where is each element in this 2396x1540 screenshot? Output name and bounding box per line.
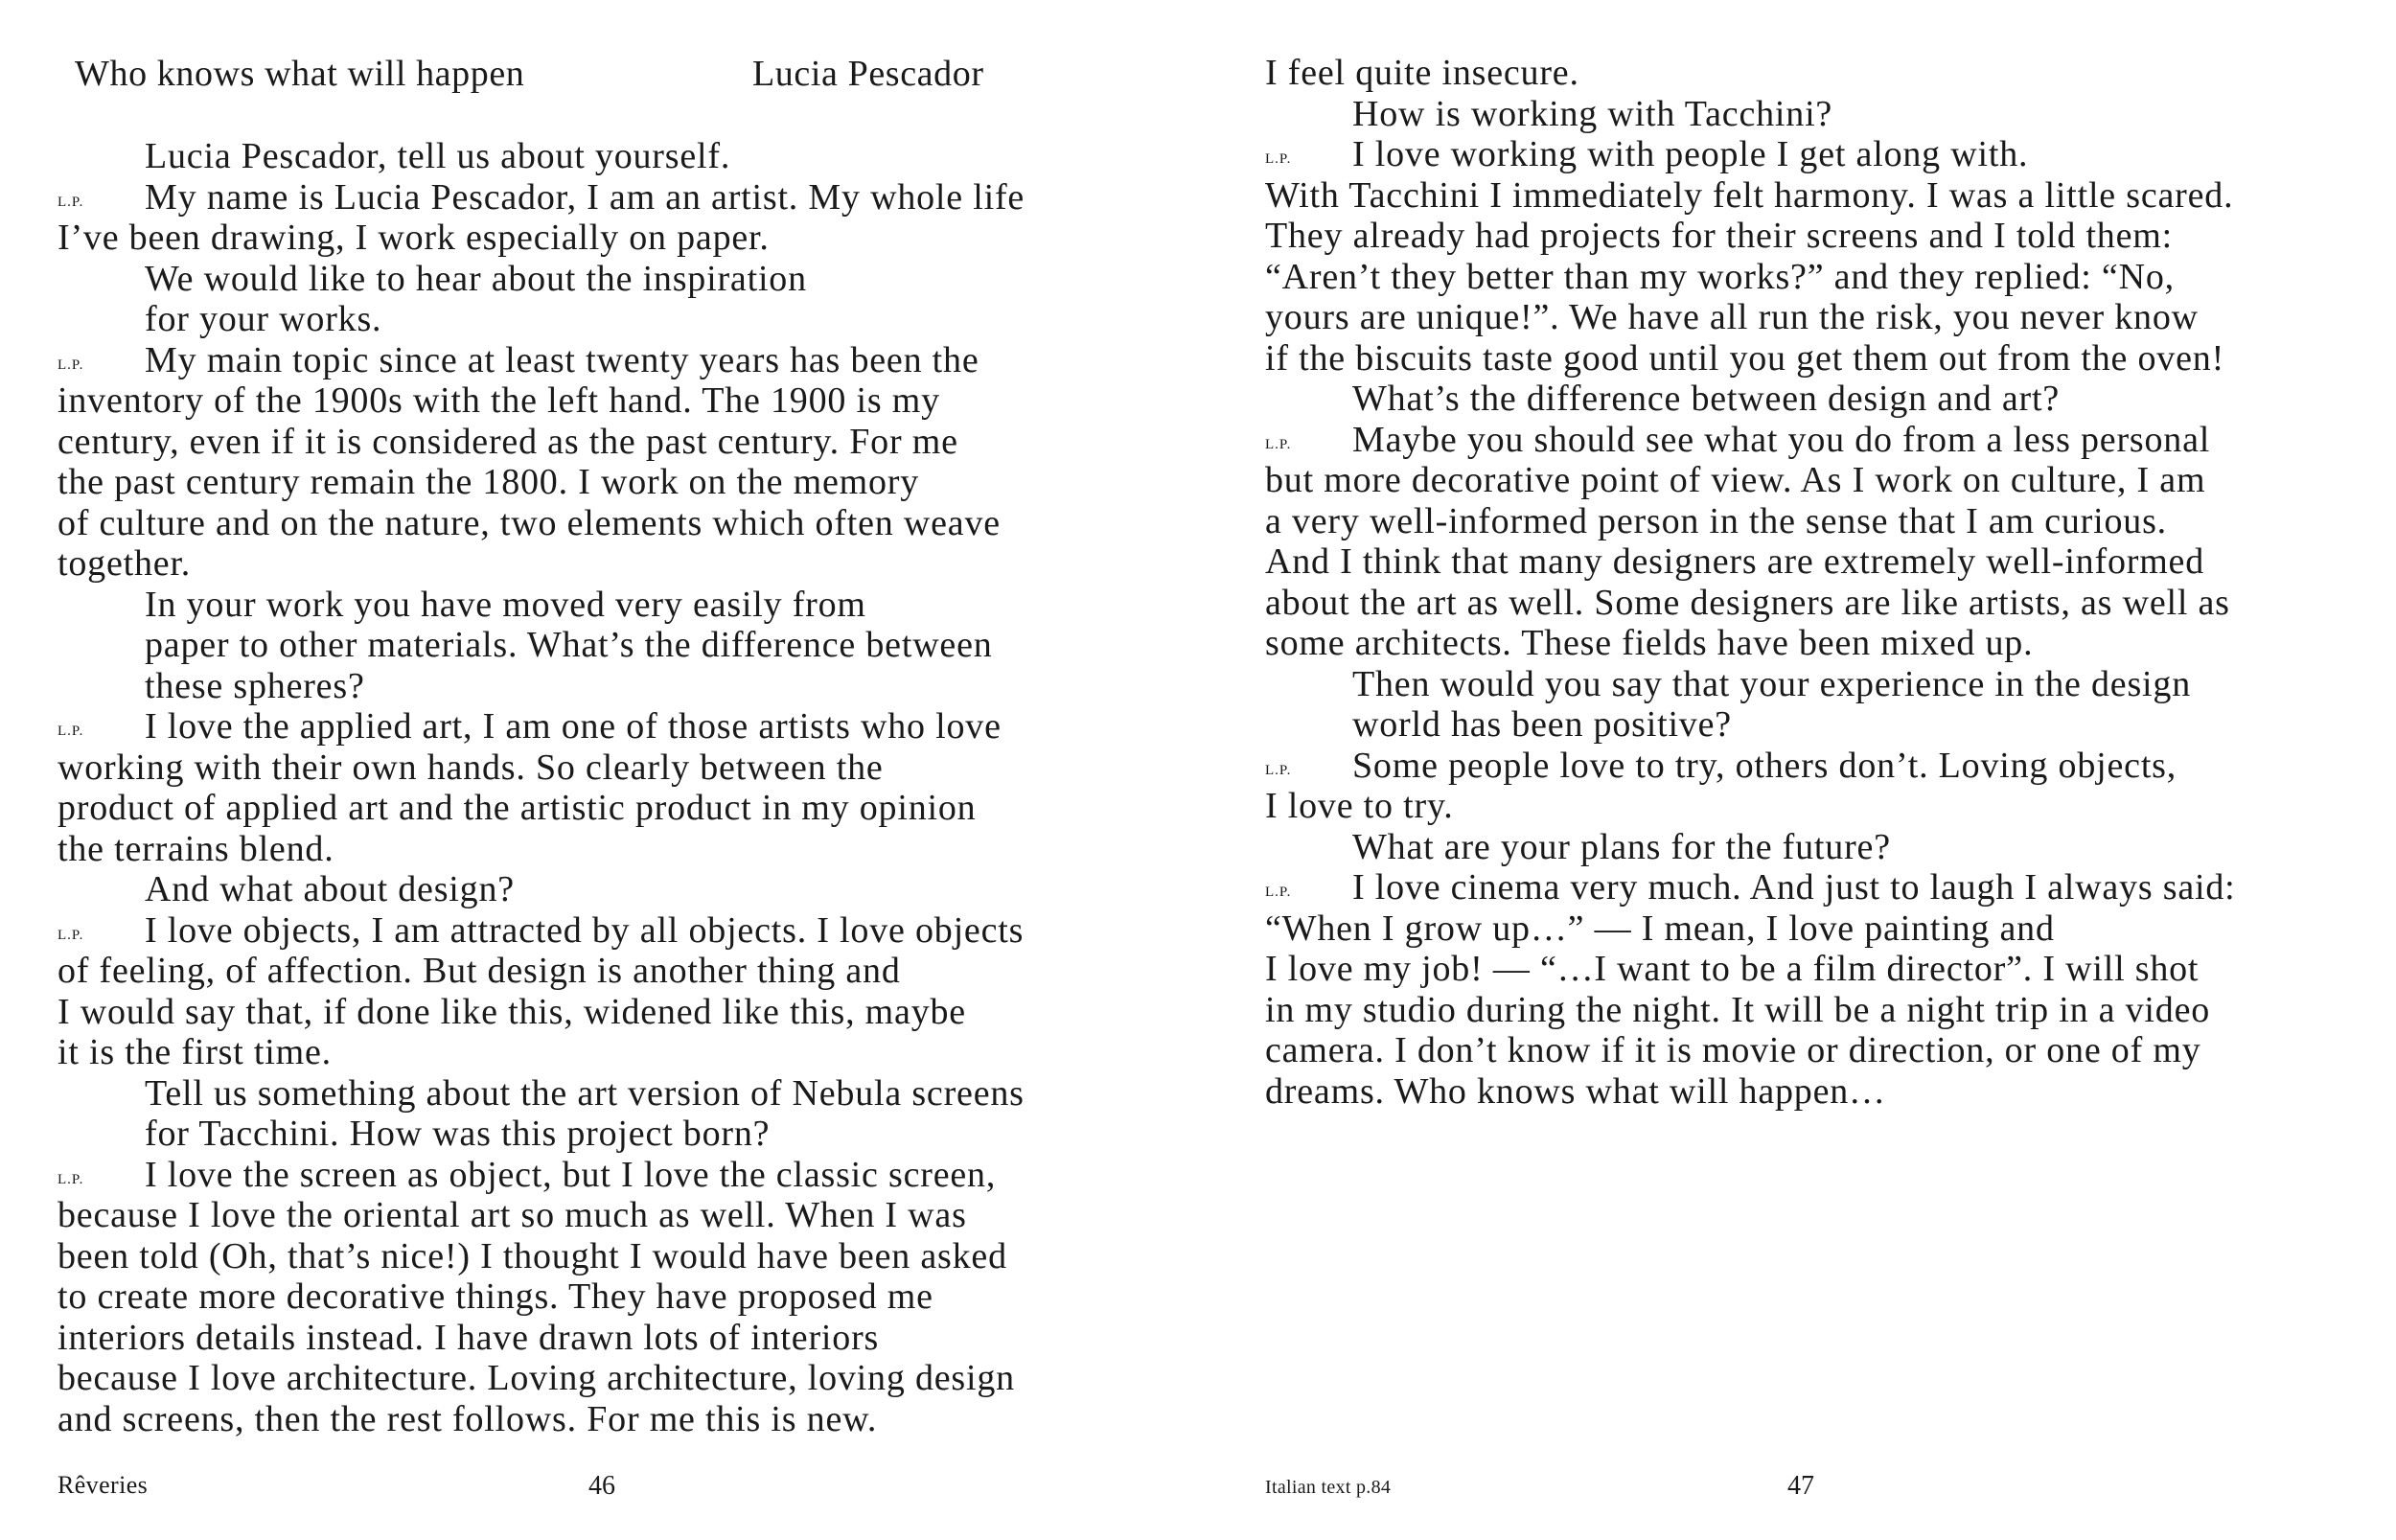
line-text: the past century remain the 1800. I work on the memory — [58, 462, 920, 502]
line-text: been told (Oh, that’s nice!) I thought I would have been asked — [58, 1235, 1007, 1276]
question-line — [58, 136, 1160, 177]
question-line — [1265, 704, 2386, 746]
text-line — [58, 1318, 1160, 1359]
line-text: to create more decorative things. They have proposed me — [58, 1276, 933, 1317]
text-line — [1265, 257, 2386, 298]
line-text: My main topic since at least twenty years has been the — [145, 339, 979, 380]
line-text: dreams. Who knows what will happen… — [1265, 1070, 1886, 1112]
question-line — [58, 259, 1160, 300]
line-text: I’ve been drawing, I work especially on paper. — [58, 218, 770, 258]
page-number-right: 47 — [1787, 1471, 1814, 1501]
interview-text-left — [58, 136, 1160, 1439]
text-line — [58, 422, 1160, 463]
text-line — [58, 992, 1160, 1033]
answer-line — [58, 340, 1160, 381]
line-text: but more decorative point of view. As I work on culture, I am — [1265, 460, 2206, 500]
line-text: In your work you have moved very easily from — [145, 584, 866, 625]
line-text: together. — [58, 543, 192, 584]
line-text: They already had projects for their screens and I told them: — [1265, 216, 2173, 256]
page-number-left: 46 — [588, 1471, 615, 1501]
speaker-initials: L.P. — [1265, 436, 1292, 452]
text-line — [1265, 623, 2386, 664]
text-line — [1265, 53, 2386, 94]
text-line — [1265, 990, 2386, 1031]
text-line — [58, 503, 1160, 544]
text-line — [58, 1236, 1160, 1277]
line-text: How is working with Tacchini? — [1352, 93, 1833, 134]
text-line — [58, 1399, 1160, 1440]
text-line — [58, 380, 1160, 422]
question-line — [58, 585, 1160, 626]
line-text: because I love the oriental art so much as well. When I was — [58, 1195, 967, 1235]
line-text: My name is Lucia Pescador, I am an artist. My whole life — [145, 176, 1025, 218]
line-text: product of applied art and the artistic product in my opinion — [58, 788, 977, 828]
line-text: What’s the difference between design and art? — [1352, 379, 2060, 419]
line-text: We would like to hear about the inspiration — [145, 258, 807, 299]
footer-book-title: Rêveries — [58, 1471, 149, 1499]
text-line — [1265, 216, 2386, 257]
line-text: And what about design? — [145, 869, 515, 909]
line-text: of culture and on the nature, two elements which often weave — [58, 502, 1001, 543]
line-text: camera. I don’t know if it is movie or direction, or one of my — [1265, 1030, 2201, 1070]
text-line — [58, 1358, 1160, 1399]
text-line — [58, 951, 1160, 992]
line-text: With Tacchini I immediately felt harmony. I was a little scared. — [1265, 174, 2234, 216]
line-text: Lucia Pescador, tell us about yourself. — [145, 136, 731, 176]
line-text: it is the first time. — [58, 1032, 332, 1072]
line-text: century, even if it is considered as the past century. For me — [58, 421, 958, 462]
text-line — [1265, 297, 2386, 338]
line-text: interiors details instead. I have drawn lots of interiors — [58, 1317, 880, 1358]
question-line — [1265, 827, 2386, 868]
line-text: And I think that many designers are extremely well-informed — [1265, 541, 2205, 582]
text-line — [58, 462, 1160, 503]
text-line — [58, 1276, 1160, 1318]
answer-line — [58, 1155, 1160, 1196]
text-line — [1265, 1071, 2386, 1113]
line-text: yours are unique!”. We have all run the risk, you never know — [1265, 297, 2199, 337]
answer-line — [58, 910, 1160, 952]
line-text: What are your plans for the future? — [1352, 826, 1891, 867]
footer-italian-note: Italian text p.84 — [1265, 1477, 1392, 1498]
line-text: the terrains blend. — [58, 828, 334, 869]
line-text: for your works. — [145, 299, 382, 339]
text-line — [58, 788, 1160, 829]
speaker-initials: L.P. — [1265, 151, 1292, 167]
line-text: I love cinema very much. And just to laugh I always said: — [1352, 867, 2236, 908]
line-text: of feeling, of affection. But design is another thing and — [58, 951, 901, 991]
question-line — [58, 869, 1160, 910]
answer-line — [58, 706, 1160, 747]
line-text: I feel quite insecure. — [1265, 53, 1579, 93]
line-text: “When I grow up…” — I mean, I love painting and — [1265, 908, 2055, 949]
line-text: for Tacchini. How was this project born? — [145, 1114, 771, 1154]
speaker-initials: L.P. — [58, 356, 84, 373]
question-line — [1265, 94, 2386, 135]
author-name-header: Lucia Pescador — [752, 54, 984, 94]
line-text: a very well-informed person in the sense that I am curious. — [1265, 500, 2167, 541]
question-line — [1265, 379, 2386, 420]
line-text: working with their own hands. So clearly between the — [58, 747, 884, 788]
line-text: inventory of the 1900s with the left hand. The 1900 is my — [58, 380, 940, 421]
answer-line — [1265, 746, 2386, 787]
answer-line — [1265, 867, 2386, 908]
line-text: I love my job! — “…I want to be a film director”. I will shot — [1265, 949, 2200, 989]
question-line — [58, 625, 1160, 666]
speaker-initials: L.P. — [58, 724, 84, 739]
answer-line — [58, 177, 1160, 218]
answer-line — [1265, 134, 2386, 175]
text-line — [1265, 908, 2386, 950]
line-text: world has been positive? — [1352, 704, 1732, 745]
text-line — [1265, 501, 2386, 542]
speaker-initials: L.P. — [1265, 762, 1292, 778]
answer-line — [1265, 420, 2386, 461]
line-text: I would say that, if done like this, widened like this, maybe — [58, 991, 966, 1032]
line-text: I love working with people I get along with. — [1352, 134, 2029, 174]
text-line — [58, 218, 1160, 259]
text-line — [1265, 460, 2386, 501]
line-text: because I love architecture. Loving architecture, loving design — [58, 1358, 1015, 1398]
text-line — [1265, 175, 2386, 217]
text-line — [1265, 583, 2386, 624]
line-text: these spheres? — [145, 665, 365, 706]
line-text: “Aren’t they better than my works?” and they replied: “No, — [1265, 256, 2175, 297]
line-text: Some people love to try, others don’t. Loving objects, — [1352, 745, 2177, 786]
line-text: and screens, then the rest follows. For me this is new. — [58, 1398, 878, 1439]
text-line — [58, 747, 1160, 789]
line-text: if the biscuits taste good until you get them out from the oven! — [1265, 337, 2225, 379]
speaker-initials: L.P. — [58, 1171, 84, 1187]
text-line — [1265, 786, 2386, 827]
speaker-initials: L.P. — [1265, 885, 1292, 900]
line-text: in my studio during the night. It will be a night trip in a video — [1265, 989, 2211, 1030]
line-text: I love to try. — [1265, 786, 1454, 826]
line-text: I love objects, I am attracted by all objects. I love objects — [145, 909, 1025, 951]
text-line — [1265, 541, 2386, 583]
text-line — [58, 829, 1160, 870]
line-text: paper to other materials. What’s the difference between — [145, 625, 993, 665]
question-line — [1265, 664, 2386, 705]
speaker-initials: L.P. — [58, 194, 84, 210]
text-line — [1265, 949, 2386, 990]
line-text: about the art as well. Some designers are like artists, as well as — [1265, 582, 2230, 623]
question-line — [58, 666, 1160, 707]
text-line — [58, 543, 1160, 585]
question-line — [58, 1114, 1160, 1155]
line-text: I love the screen as object, but I love the classic screen, — [145, 1154, 997, 1195]
text-line — [58, 1195, 1160, 1236]
right-page — [1198, 0, 2396, 1540]
text-line — [58, 1032, 1160, 1073]
speaker-initials: L.P. — [58, 927, 84, 943]
question-line — [58, 299, 1160, 340]
line-text: Then would you say that your experience in the design — [1352, 663, 2192, 704]
running-title: Who knows what will happen — [75, 54, 525, 94]
line-text: some architects. These fields have been mixed up. — [1265, 623, 2034, 663]
text-line — [1265, 1030, 2386, 1071]
line-text: I love the applied art, I am one of those artists who love — [145, 706, 1002, 747]
text-line — [1265, 338, 2386, 379]
interview-text-right — [1265, 53, 2386, 1112]
line-text: Tell us something about the art version of Nebula screens — [145, 1072, 1025, 1114]
question-line — [58, 1073, 1160, 1115]
line-text: Maybe you should see what you do from a less personal — [1352, 419, 2211, 460]
